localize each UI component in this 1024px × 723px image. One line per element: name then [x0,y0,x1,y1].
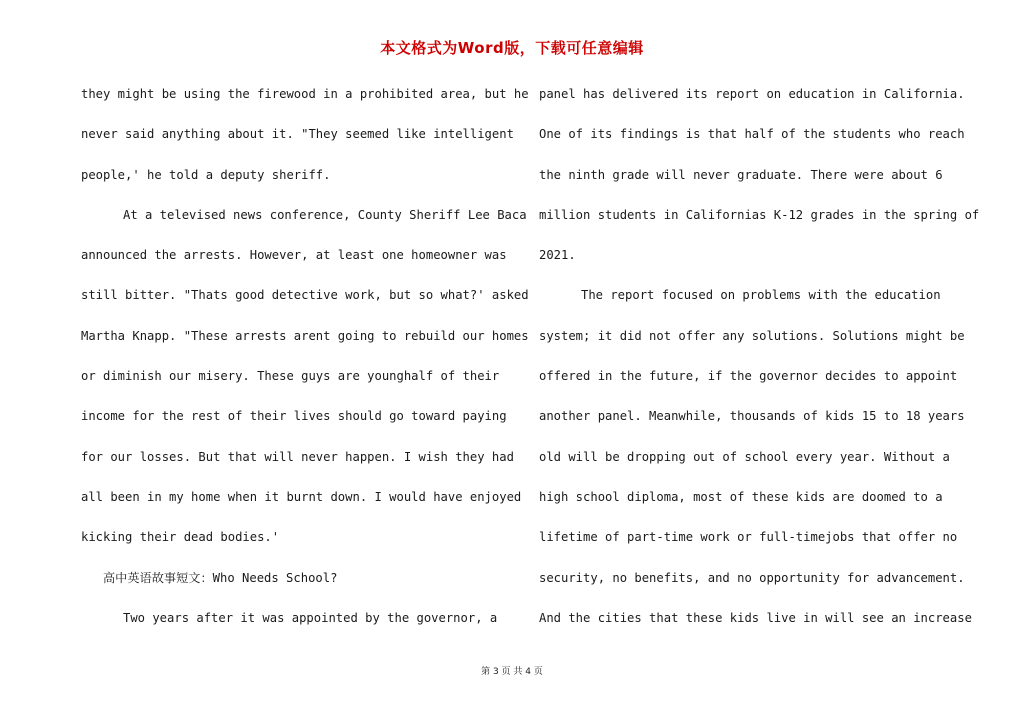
document-banner: 本文格式为Word版，下载可任意编辑 [380,39,644,57]
text-line: people,' he told a deputy sheriff. [81,167,331,182]
right-text-column [539,83,980,647]
text-line: system; it did not offer any solutions. Solutions might be [539,328,965,343]
left-text-column [81,83,529,647]
text-line: panel has delivered its report on education in California. [539,87,965,101]
text-line: Martha Knapp. "These arrests arent going to rebuild our homes [81,328,529,343]
text-line: offered in the future, if the governor decides to appoint [539,369,958,384]
paragraph-start-line: Two years after it was appointed by the governor, a [123,610,498,625]
text-line: 2021. [539,248,576,263]
page-number: 第 3 页 共 4 页 [481,667,543,677]
text-line: high school diploma, most of these kids are doomed to a [539,489,943,504]
text-line: old will be dropping out of school every year. Without a [539,449,950,464]
text-line: the ninth grade will never graduate. There were about 6 [539,167,943,182]
text-line: security, no benefits, and no opportunity for advancement. [539,570,965,585]
text-line: One of its findings is that half of the students who reach [539,127,965,142]
text-line: they might be using the firewood in a prohibited area, but he [81,87,529,101]
text-line: still bitter. "Thats good detective work, but so what?' asked [81,288,529,303]
text-line: for our losses. But that will never happen. I wish they had [81,449,514,464]
paragraph-start-line: At a televised news conference, County Sheriff Lee Baca [123,207,527,222]
text-line: never said anything about it. "They seemed like intelligent [81,127,514,142]
text-line: And the cities that these kids live in will see an increase [539,610,972,625]
text-line: lifetime of part-time work or full-timejobs that offer no [539,530,958,545]
text-line: income for the rest of their lives should go toward paying [81,409,507,424]
text-line: million students in Californias K-12 grades in the spring of [539,207,980,222]
text-line: announced the arrests. However, at least one homeowner was [81,248,507,263]
section-heading: 高中英语故事短文：Who Needs School? [103,570,338,585]
paragraph-start-line: The report focused on problems with the education [581,288,941,303]
text-line: kicking their dead bodies.' [81,530,280,545]
text-line: all been in my home when it burnt down. I would have enjoyed [81,489,522,504]
text-line: or diminish our misery. These guys are younghalf of their [81,369,500,384]
text-line: another panel. Meanwhile, thousands of kids 15 to 18 years [539,409,965,424]
